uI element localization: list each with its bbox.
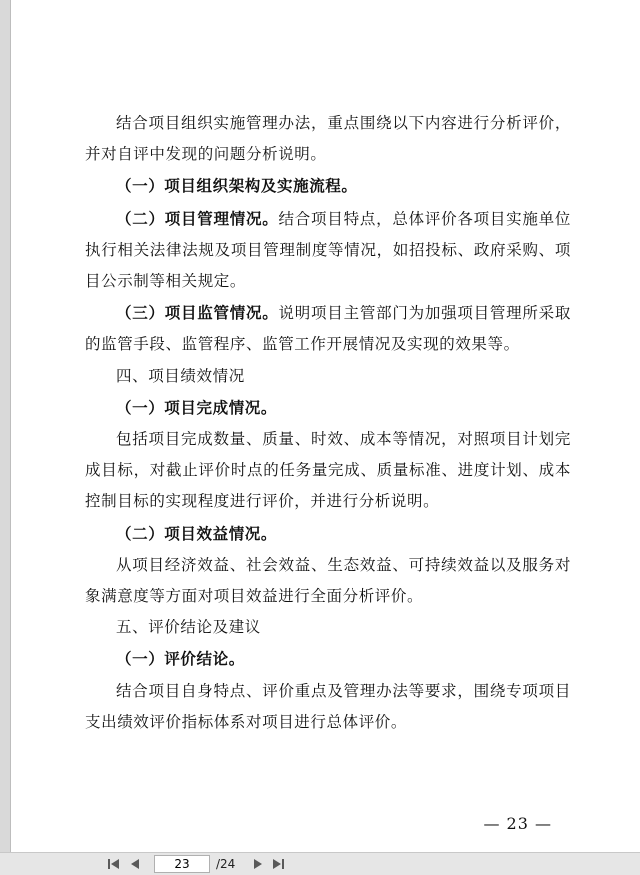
previous-page-icon[interactable] (126, 855, 144, 873)
paragraph-text: 结合项目组织实施管理办法，重点围绕以下内容进行分析评价，并对自评中发现的问题分析说明。 (85, 114, 571, 164)
subheading-conclusion: （一）评价结论。 (116, 649, 245, 669)
subheading-supervision: （三）项目监管情况。 (116, 303, 279, 323)
section-heading-text: 四、项目绩效情况 (116, 366, 245, 385)
total-pages-label: /24 (216, 857, 236, 871)
viewer-left-edge (0, 0, 11, 852)
subheading-management: （二）项目管理情况。 (116, 208, 279, 228)
last-page-icon[interactable] (269, 855, 287, 873)
page-content (85, 108, 571, 738)
subheading-org-structure: （一）项目组织架构及实施流程。 (116, 176, 358, 196)
paragraph-benefit-heading (85, 518, 571, 550)
paragraph-supervision (85, 297, 571, 360)
paragraph-text: 结合项目自身特点、评价重点及管理办法等要求，围绕专项项目支出绩效评价指标体系对项目进行总体评价。 (85, 681, 571, 731)
paragraph-conclusion (85, 676, 571, 738)
paragraph-text: 结合项目特点，总体评价各项目实施单位执行相关法律法规及项目管理制度等情况，如招投标、政府采购、项目公示制等相关规定。 (85, 209, 571, 291)
paragraph-intro (85, 108, 571, 170)
next-page-icon[interactable] (249, 855, 267, 873)
document-page (11, 0, 640, 852)
paragraph-management (85, 203, 571, 298)
paragraph-text: 从项目经济效益、社会效益、生态效益、可持续效益以及服务对象满意度等方面对项目效益进行全面分析评价。 (85, 555, 571, 606)
section-heading-performance (85, 361, 571, 392)
paragraph-completion (85, 424, 571, 518)
page-number: — 23 — (483, 814, 552, 833)
paragraph-text: 包括项目完成数量、质量、时效、成本等情况，对照项目计划完成目标，对截止评价时点的任务量完成、质量标准、进度计划、成本控制目标的实现程度进行评价，并进行分析说明。 (85, 430, 571, 511)
first-page-icon[interactable] (104, 855, 122, 873)
section-heading-conclusion (85, 612, 571, 643)
paragraph-conclusion-heading (85, 643, 571, 675)
page-number-input[interactable] (154, 855, 210, 873)
paragraph-text: 说明项目主管部门为加强项目管理所采取的监管手段、监管程序、监管工作开展情况及实现的效果等。 (85, 304, 571, 354)
paragraph-benefit (85, 550, 571, 612)
paragraph-org-structure (85, 170, 571, 202)
page-navigation-toolbar (0, 852, 640, 875)
paragraph-completion-heading (85, 392, 571, 424)
subheading-completion: （一）项目完成情况。 (116, 397, 278, 417)
subheading-benefit: （二）项目效益情况。 (116, 523, 278, 543)
section-heading-text: 五、评价结论及建议 (116, 618, 261, 637)
